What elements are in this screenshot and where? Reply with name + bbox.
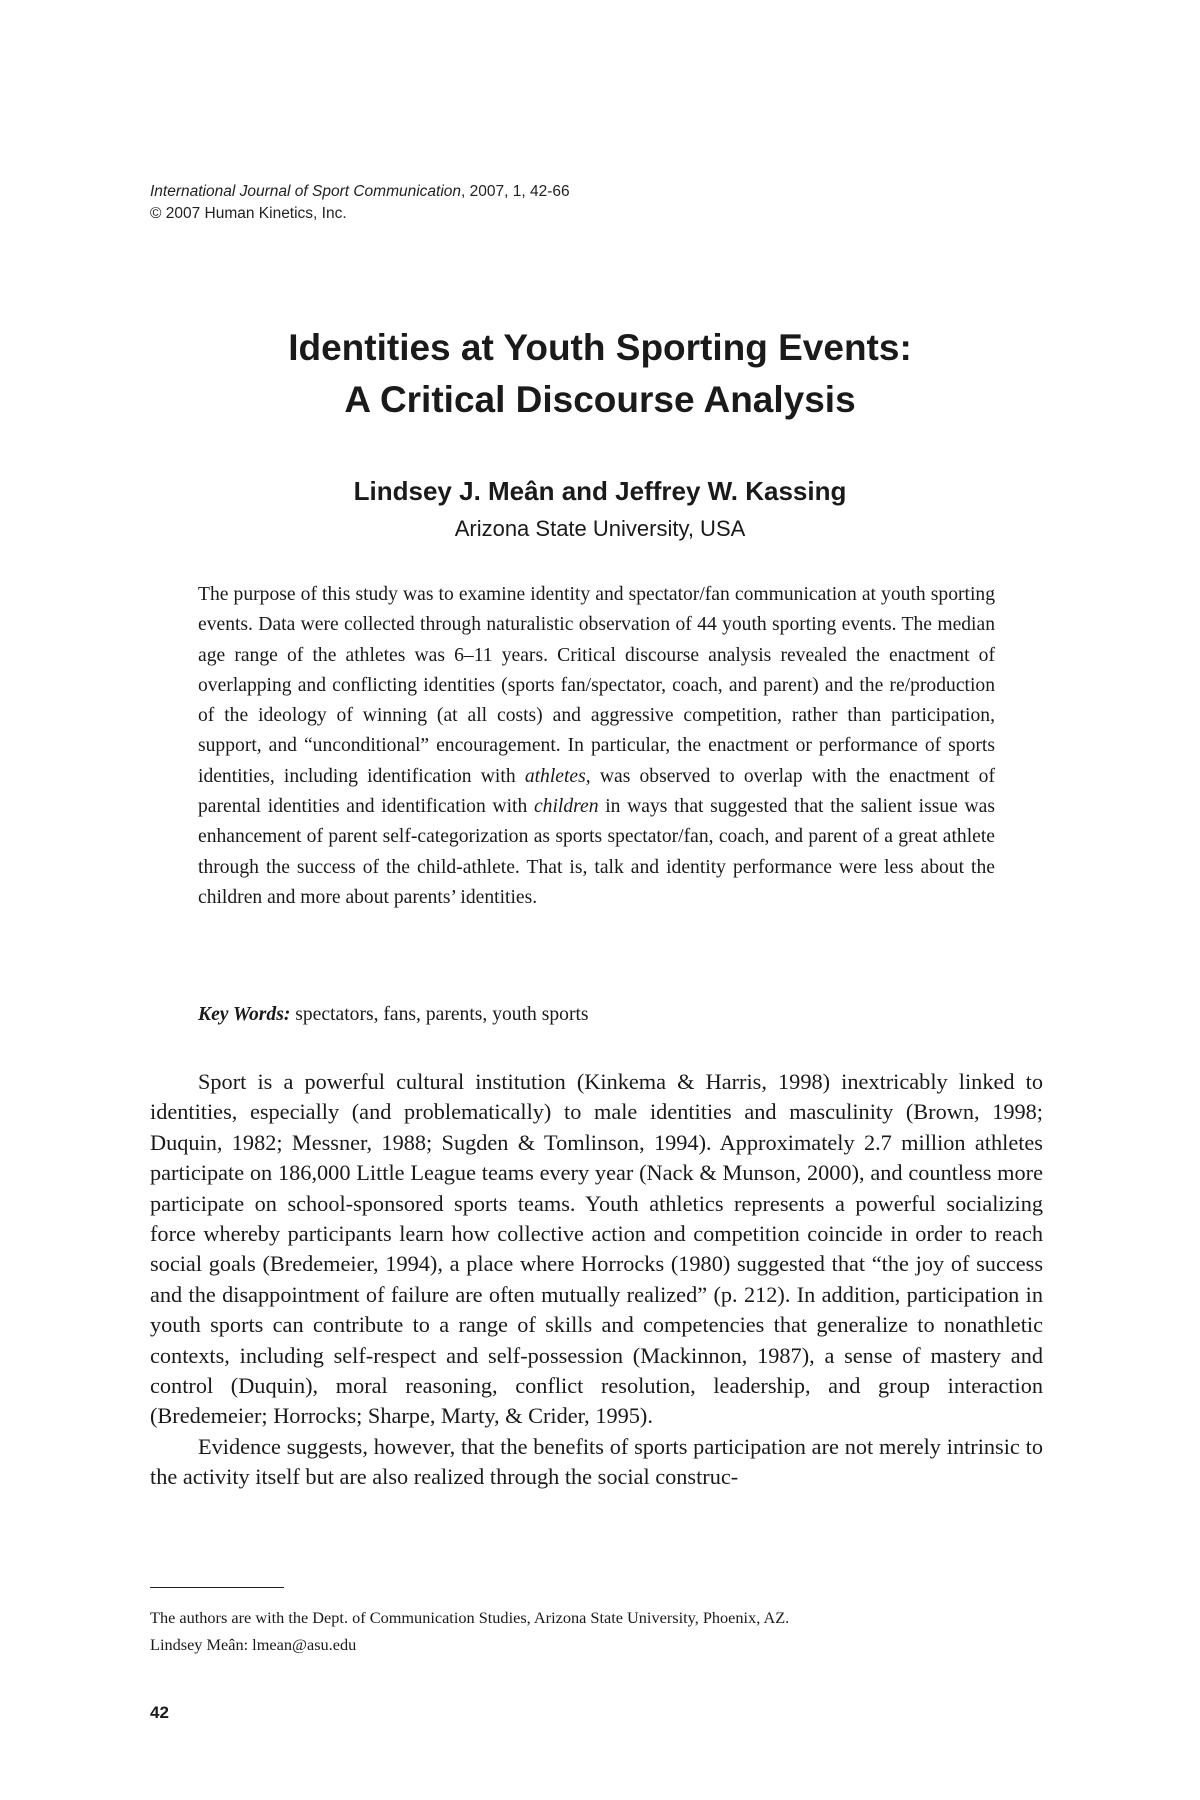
footnote-divider	[150, 1587, 284, 1588]
keywords-label: Key Words:	[198, 1004, 291, 1025]
journal-name: International Journal of Sport Communication	[150, 183, 462, 200]
title-line-1: Identities at Youth Sporting Events:	[288, 327, 912, 368]
citation-line	[150, 181, 570, 203]
abstract	[198, 580, 995, 913]
abstract-emphasis-athletes: athletes,	[524, 765, 591, 787]
page-number: 42	[150, 1703, 169, 1722]
authors: Lindsey J. Meân and Jeffrey W. Kassing	[353, 476, 847, 506]
body-paragraph-1: Sport is a powerful cultural institution (Kinkema & Harris, 1998) inextricably linked to identities, especially (and problematically) to male identities and masculinity (Brown, 1998; Duquin, 1982; Messner, 1988; Sugden & Tomlinson, 1994). Approximately 2.7 million athletes participate on 186,000 Little League teams every year (Nack & Munson, 2000), and countless more participate on school-sponsored sports teams. Youth athletics represents a powerful socializing force whereby participants learn how collective action and competition coincide in order to reach social goals (Bredemeier, 1994), a place where Horrocks (1980) suggested that “the joy of success and the disappointment of failure are often mutually realized” (p. 212). In addition, participation in youth sports can contribute to a range of skills and competencies that generalize to nonathletic contexts, including self-respect and self-possession (Mackinnon, 1987), a sense of mastery and control (Duquin), moral reasoning, conflict resolution, leadership, and group interaction (Bredemeier; Horrocks; Sharpe, Marty, & Crider, 1995).	[150, 1069, 1043, 1429]
footnote-line-1: The authors are with the Dept. of Communication Studies, Arizona State University, Phoenix, AZ.	[150, 1608, 790, 1627]
journal-header	[150, 181, 570, 225]
copyright-line: © 2007 Human Kinetics, Inc.	[150, 205, 347, 222]
affiliation: Arizona State University, USA	[454, 516, 746, 541]
keywords	[198, 1000, 995, 1030]
body-paragraph-2: Evidence suggests, however, that the benefits of sports participation are not merely intrinsic to the activity itself but are also realized through the social construc-	[150, 1433, 1043, 1490]
abstract-emphasis-children: children	[533, 796, 599, 818]
body-text	[150, 1067, 1043, 1493]
title-line-2: A Critical Discourse Analysis	[344, 379, 856, 420]
keywords-text: spectators, fans, parents, youth sports	[290, 1004, 589, 1025]
footnote-line-2: Lindsey Meân: lmean@asu.edu	[150, 1635, 357, 1654]
abstract-text-1: The purpose of this study was to examine identity and spectator/fan communication at youth sporting events. Data were collected through naturalistic observation of 44 youth sporting events. The median age range of the athletes was 6–11 years. Critical discourse analysis revealed the enactment of overlapping and conflicting identities (sports fan/spectator, coach, and parent) and the re/production of the ideology of winning (at all costs) and aggressive competition, rather than participation, support, and “unconditional” encouragement. In particular, the enactment or performance of sports identities, including identification with	[198, 584, 995, 787]
author-footnote	[150, 1604, 1043, 1658]
abstract-text-2: was observed to overlap with the enactment of parental identities and identification with	[198, 765, 995, 818]
abstract-text-3: in ways that suggested that the salient issue was enhancement of parent self-categorization as sports spectator/fan, coach, and parent of a great athlete through the success of the child-athlete. That is, talk and identity performance were less about the children and more about parents’ identities.	[198, 796, 995, 908]
article-title	[0, 322, 1200, 426]
citation-details: , 2007, 1, 42-66	[461, 183, 570, 200]
